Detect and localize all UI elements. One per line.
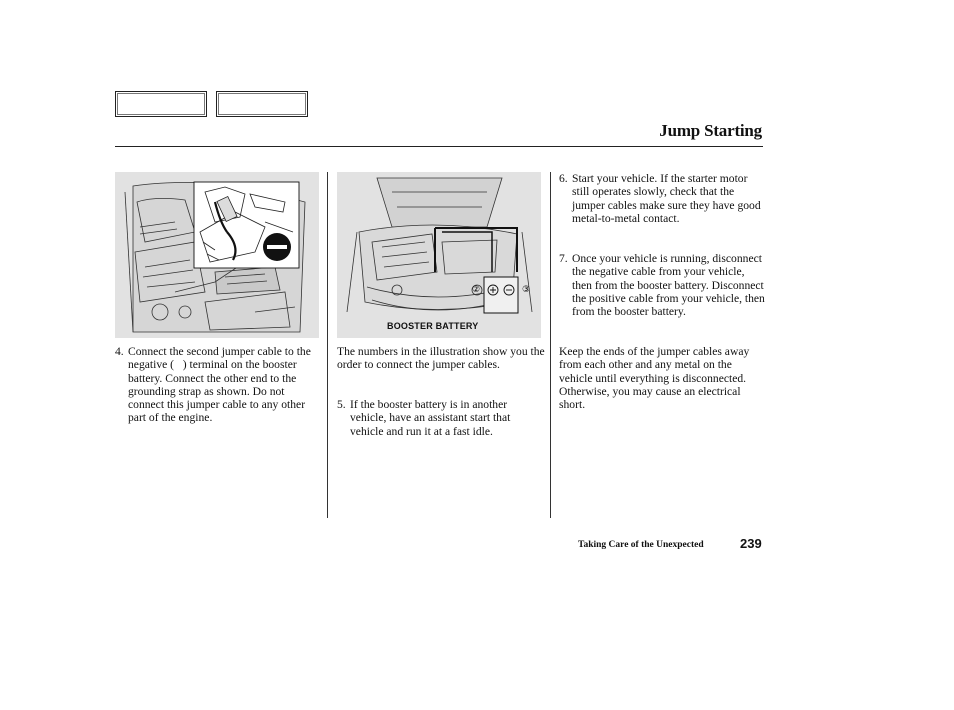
nav-button-1[interactable]: [115, 91, 207, 117]
header-rule: [115, 146, 763, 147]
booster-battery-illustration: [337, 172, 541, 338]
step-number: 7.: [559, 252, 568, 265]
numbers-note: The numbers in the illustration show you the order to connect the jumper cables.: [337, 345, 545, 372]
engine-ground-drawing: [115, 172, 319, 338]
booster-battery-drawing: [337, 172, 541, 338]
step-text: If the booster battery is in another vehicle, have an assistant start that vehicle and run it at a fast idle.: [350, 398, 511, 438]
column-divider-1: [327, 172, 328, 518]
step-number: 6.: [559, 172, 568, 185]
figure-caption: BOOSTER BATTERY: [387, 321, 479, 331]
step-5: [337, 398, 545, 438]
footer-section-label: Taking Care of the Unexpected: [578, 540, 704, 550]
page-number: 239: [740, 536, 762, 551]
step-text: Start your vehicle. If the starter motor still operates slowly, check that the jumper cables make sure they have good metal-to-metal contact.: [572, 172, 761, 225]
step-text: Connect the second jumper cable to the negative ( ) terminal on the booster battery. Connect the other end to the grounding strap as shown. Do not connect this jumper cable to any other part of the engine.: [128, 345, 311, 425]
cable-order-marker-3: ③: [522, 285, 531, 295]
step-6: [559, 172, 767, 225]
cable-order-marker-2: ②: [472, 285, 481, 295]
column-divider-2: [550, 172, 551, 518]
step-7: [559, 252, 767, 318]
nav-button-2[interactable]: [216, 91, 308, 117]
step-text: Once your vehicle is running, disconnect the negative cable from your vehicle, then from the booster battery. Disconnect the positive cable from your vehicle, then from the booster battery.: [572, 252, 765, 319]
step-number: 4.: [115, 345, 124, 358]
step-4: [115, 345, 317, 425]
keep-apart-note: Keep the ends of the jumper cables away from each other and any metal on the vehicle until everything is disconnected. Otherwise, you may cause an electrical short.: [559, 345, 750, 412]
page-title: Jump Starting: [659, 121, 762, 140]
step-number: 5.: [337, 398, 346, 411]
engine-ground-illustration: [115, 172, 319, 338]
